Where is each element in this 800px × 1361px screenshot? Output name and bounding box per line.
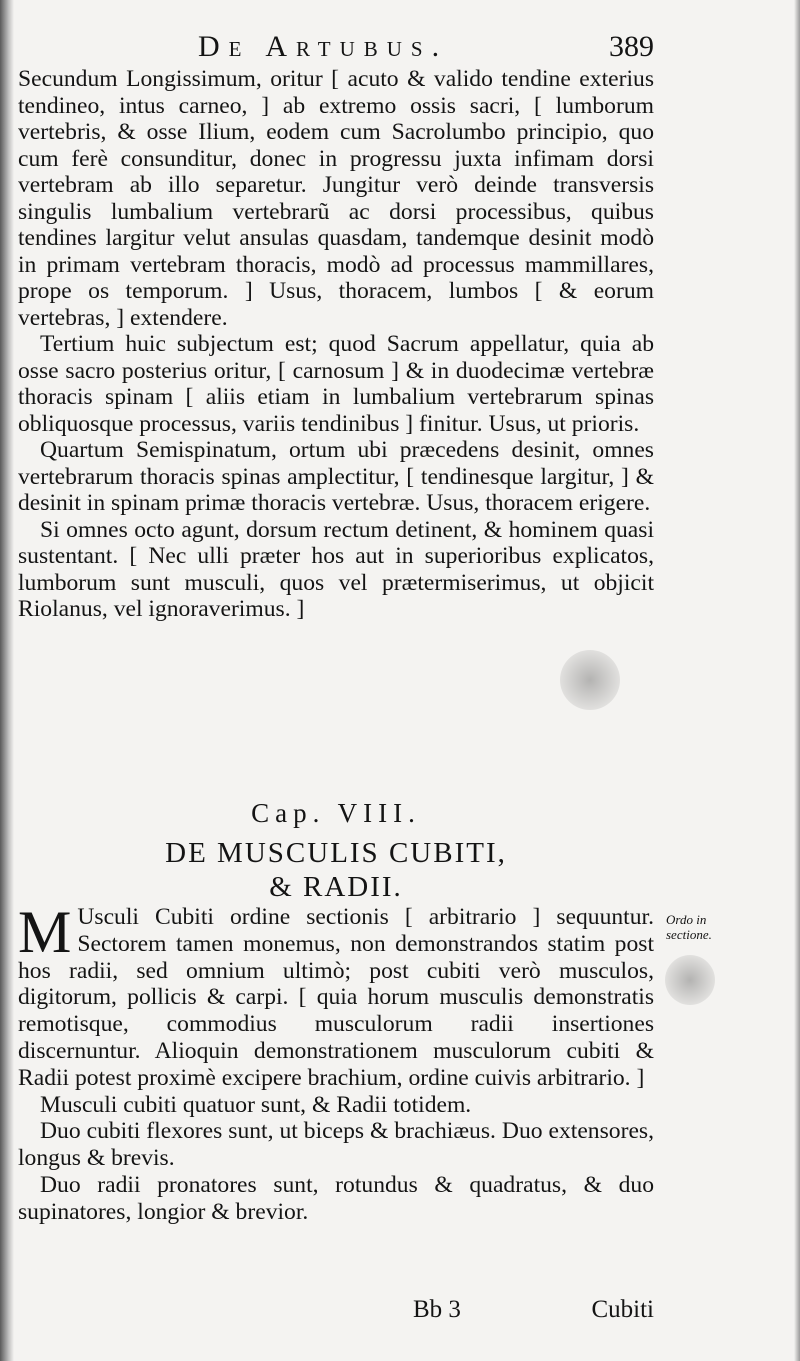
body-text [18,66,654,623]
page-header [18,30,654,70]
page-footer [18,1296,654,1336]
chapter-label: Cap. VIII. [251,798,421,828]
paragraph: Duo cubiti flexores sunt, ut biceps & brachiæus. Duo extensores, longus & brevis. [18,1118,654,1172]
paragraph: Quartum Semispinatum, ortum ubi præcedens desinit, omnes vertebrarum thoracis spinas amplectitur, [ tendinesque largitur, ] & desinit in spinam primæ thoracis vertebræ. Usus, thoracem erigere. [18,437,654,516]
paragraph-text: Usculi Cubiti ordine sectionis [ arbitrario ] sequuntur. Sectorem tamen monemus, non demonstrandos statim post hos radii, sed omnium ultimò; post cubiti verò musculos, digitorum, pollicis & carpi. [ quia horum musculis demonstratis remotisque, commodius musculorum radii insertiones discernuntur. Alioquin demonstrationem musculorum cubiti & Radii potest proximè excipere brachium, ordine cuivis arbitrario. ] [18,904,654,1091]
chapter-body [18,899,654,1226]
page-binding-shadow [0,0,14,1361]
margin-note: Ordo in sectione. [666,912,712,942]
book-page [18,0,758,1361]
chapter-title-line: & RADII. [269,871,403,903]
signature-mark: Bb 3 [413,1296,461,1323]
chapter-title [18,836,654,904]
page-edge [794,0,800,1361]
paragraph: Duo radii pronatores sunt, rotundus & quadratus, & duo supinatores, longior & brevior. [18,1171,654,1225]
paragraph: Si omnes octo agunt, dorsum rectum detinent, & hominem quasi sustentant. [ Nec ulli præter hos aut in superioribus explicatos, lumborum sunt musculi, quos vel prætermiserimus, ut objicit Riolanus, vel ignoraverimus. ] [18,516,654,622]
page-number: 389 [609,30,654,63]
drop-cap: M [18,899,72,965]
catchword: Cubiti [591,1296,654,1323]
paragraph: Musculi cubiti quatuor sunt, & Radii totidem. [40,1091,472,1118]
running-head: De Artubus. [198,30,449,63]
chapter-title-line: DE MUSCULIS CUBITI, [165,837,507,869]
paragraph: Tertium huic subjectum est; quod Sacrum appellatur, quia ab osse sacro posterius oritur, [ carnosum ] & in duodecimæ vertebræ thoracis spinam [ aliis etiam in lumbalium vertebrarum spinas obliquosque processus, variis tendinibus ] finitur. Usus, ut prioris. [18,331,654,437]
chapter-first-paragraph [18,899,654,1092]
paragraph: Secundum Longissimum, oritur [ acuto & valido tendine exterius tendineo, intus carneo, ] ab extremo ossis sacri, [ lumborum vertebris, & osse Ilium, eodem cum Sacrolumbo principio, quo cum ferè consunditur, donec in progressu juxta infimam dorsi vertebram ab illo separetur. Jungitur verò deinde transversis singulis lumbalium vertebrarũ ac dorsi processibus, quibus tendines largitur velut ansulas quasdam, tandemque desinit modò in primam vertebram thoracis, modò ad processus mammillares, prope os temporum. ] Usus, thoracem, lumbos [ & eorum vertebras, ] extendere. [18,66,654,331]
